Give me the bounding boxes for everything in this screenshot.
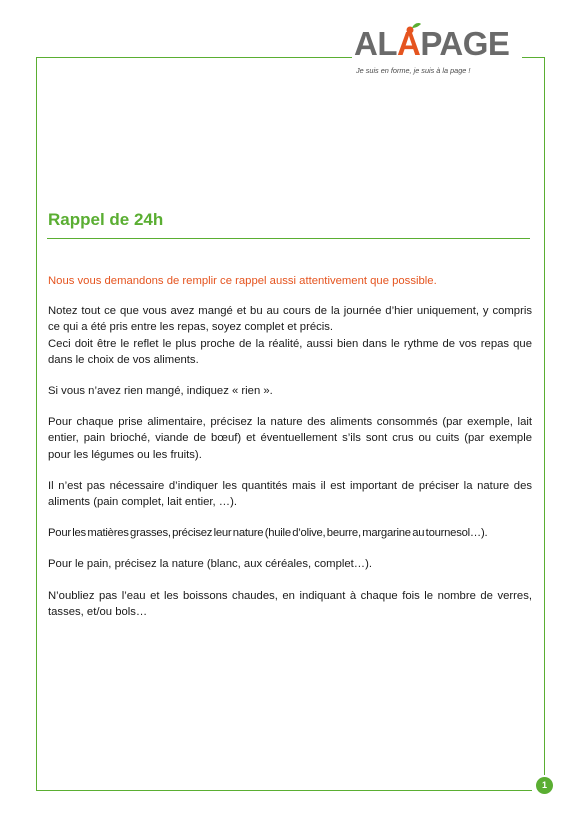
paragraph-reflect-reality: Ceci doit être le reflet le plus proche de la réalité, aussi bien dans le rythme de vos repas que dans le choix de vos aliments. (48, 337, 532, 366)
paragraph-quantities: Il n’est pas nécessaire d’indiquer les quantités mais il est important de préciser la nature des aliments (pain complet, lait entier, …). (48, 479, 532, 509)
instructions-body (48, 273, 532, 620)
page-title: Rappel de 24h (48, 210, 164, 229)
page-frame-left (36, 57, 37, 791)
paragraph-bread: Pour le pain, précisez la nature (blanc, aux céréales, complet…). (48, 558, 373, 571)
page-frame-top-right (522, 57, 544, 58)
paragraph-nothing-eaten: Si vous n’avez rien mangé, indiquez « rien ». (48, 385, 273, 398)
page-frame-bottom (36, 790, 532, 791)
page-frame-right (544, 57, 545, 775)
page-number-badge: 1 (536, 777, 553, 794)
logo-tagline: Je suis en forme, je suis à la page ! (356, 66, 471, 75)
intro-paragraph: Nous vous demandons de remplir ce rappel aussi attentivement que possible. (48, 275, 437, 287)
alapage-logo (354, 22, 522, 82)
page-frame-top-left (36, 57, 352, 58)
paragraph-note-everything: Notez tout ce que vous avez mangé et bu au cours de la journée d’hier uniquement, y compris ce qui a été pris entre les repas, soyez complet et précis. (48, 305, 532, 334)
logo-wordmark: ALAPAGE (354, 25, 510, 62)
paragraph-food-nature: Pour chaque prise alimentaire, précisez la nature des aliments consommés (par exemple, lait entier, pain brioché, viande de bœuf) et éventuellement s’ils sont crus ou cuits (par exemple pour les légumes ou les fruits). (48, 416, 532, 461)
logo-accent-letter: A (397, 25, 421, 62)
title-underline (47, 238, 530, 239)
paragraph-fats: Pour les matières grasses, précisez leur nature (huile d’olive, beurre, margarine au tournesol…). (48, 527, 488, 540)
paragraph-drinks: N’oubliez pas l’eau et les boissons chaudes, en indiquant à chaque fois le nombre de verres, tasses, et/ou bols… (48, 589, 532, 618)
